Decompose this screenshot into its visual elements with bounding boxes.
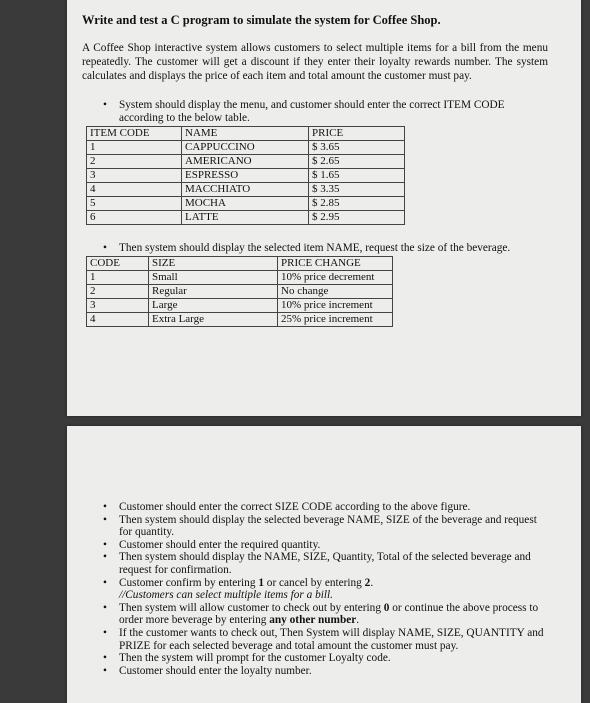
list-item: • If the customer wants to check out, Then System will display NAME, SIZE, QUANTITY and PRIZE for each selected beverage and total amount the customer must pay. <box>103 626 544 652</box>
cell-size: Small <box>149 271 278 285</box>
cell-price: $ 3.65 <box>309 141 405 155</box>
cell-code: 2 <box>87 285 149 299</box>
list-item: • Then system should display the NAME, SIZE, Quantity, Total of the selected beverage and request for confirmation. <box>103 551 531 576</box>
cell-code: 1 <box>87 141 182 155</box>
note-text: //Customers can select multiple items for a bill. <box>119 589 333 602</box>
size-table <box>86 256 393 327</box>
table-row <box>87 155 405 169</box>
cell-size: Large <box>149 299 278 313</box>
cell-name: CAPPUCCINO <box>182 141 309 155</box>
cell-code: 5 <box>87 197 182 211</box>
cell-price-change: 10% price decrement <box>278 271 393 285</box>
cell-size: Regular <box>149 285 278 299</box>
table-row <box>87 211 405 225</box>
cell-price: $ 1.65 <box>309 169 405 183</box>
cell-code: 3 <box>87 169 182 183</box>
cell-name: ESPRESSO <box>182 169 309 183</box>
table-header-row <box>87 127 405 141</box>
cell-name: LATTE <box>182 211 309 225</box>
cell-code: 1 <box>87 271 149 285</box>
cell-name: MOCHA <box>182 197 309 211</box>
table-row <box>87 169 405 183</box>
table-row <box>87 197 405 211</box>
list-item: • Then system should display the selected beverage NAME, SIZE of the beverage and request for quantity. <box>103 513 537 539</box>
bullet-dot-icon: • <box>103 626 107 639</box>
cell-code: 4 <box>87 183 182 197</box>
cell-price: $ 3.35 <box>309 183 405 197</box>
table-row <box>87 313 393 327</box>
header-code: CODE <box>87 257 149 271</box>
cell-price: $ 2.85 <box>309 197 405 211</box>
bullet-dot-icon: • <box>103 99 107 111</box>
document-page-2 <box>67 426 581 703</box>
bullet-dot-icon: • <box>103 576 107 589</box>
bullet-dot-icon: • <box>103 538 107 551</box>
bullet-text: Then system should display the selected item NAME, request the size of the beverage. <box>119 242 511 254</box>
cell-price: $ 2.65 <box>309 155 405 169</box>
bullet-dot-icon: • <box>103 664 107 677</box>
table-row <box>87 299 393 313</box>
instruction-list <box>103 501 547 677</box>
cell-name: MACCHIATO <box>182 183 309 197</box>
bullet-dot-icon: • <box>103 601 107 614</box>
bullet-text: System should display the menu, and customer should enter the correct ITEM CODE according to the below table. <box>119 99 505 124</box>
bullet-dot-icon: • <box>103 501 107 513</box>
header-name: NAME <box>182 127 309 141</box>
bullet-menu-instruction <box>103 99 549 125</box>
bullet-dot-icon: • <box>103 513 107 526</box>
table-row <box>87 285 393 299</box>
table-row <box>87 141 405 155</box>
cell-code: 4 <box>87 313 149 327</box>
header-price-change: PRICE CHANGE <box>278 257 393 271</box>
header-size: SIZE <box>149 257 278 271</box>
intro-paragraph: A Coffee Shop interactive system allows customers to select multiple items for a bill from the menu repeatedly. The customer will get a discount if they enter their loyalty rewards number. The system calculates and displays the price of each item and total amount the customer must pay. <box>82 42 548 82</box>
cell-price-change: 25% price increment <box>278 313 393 327</box>
assignment-title: Write and test a C program to simulate the system for Coffee Shop. <box>82 13 441 27</box>
bullet-size-instruction <box>103 242 549 255</box>
cell-name: AMERICANO <box>182 155 309 169</box>
document-page-1 <box>67 0 581 416</box>
cell-price-change: No change <box>278 285 393 299</box>
header-item-code: ITEM CODE <box>87 127 182 141</box>
table-header-row <box>87 257 393 271</box>
list-item: • Then system will allow customer to check out by entering 0 or continue the above process to order more beverage by entering any other number. <box>103 601 539 627</box>
bullet-dot-icon: • <box>103 652 107 665</box>
cell-code: 6 <box>87 211 182 225</box>
table-row <box>87 271 393 285</box>
bullet-dot-icon: • <box>103 551 107 564</box>
list-item: • Then the system will prompt for the customer Loyalty code. <box>103 652 391 665</box>
menu-table <box>86 126 405 225</box>
cell-price: $ 2.95 <box>309 211 405 225</box>
cell-code: 2 <box>87 155 182 169</box>
list-item: • Customer confirm by entering 1 or cancel by entering 2. //Customers can select multiple items for a bill. <box>103 576 374 602</box>
bullet-dot-icon: • <box>103 242 107 254</box>
header-price: PRICE <box>309 127 405 141</box>
list-item: • Customer should enter the required quantity. <box>103 538 321 551</box>
list-item: • Customer should enter the correct SIZE CODE according to the above figure. <box>103 501 471 513</box>
cell-code: 3 <box>87 299 149 313</box>
cell-size: Extra Large <box>149 313 278 327</box>
cell-price-change: 10% price increment <box>278 299 393 313</box>
list-item: • Customer should enter the loyalty number. <box>103 664 312 677</box>
table-row <box>87 183 405 197</box>
